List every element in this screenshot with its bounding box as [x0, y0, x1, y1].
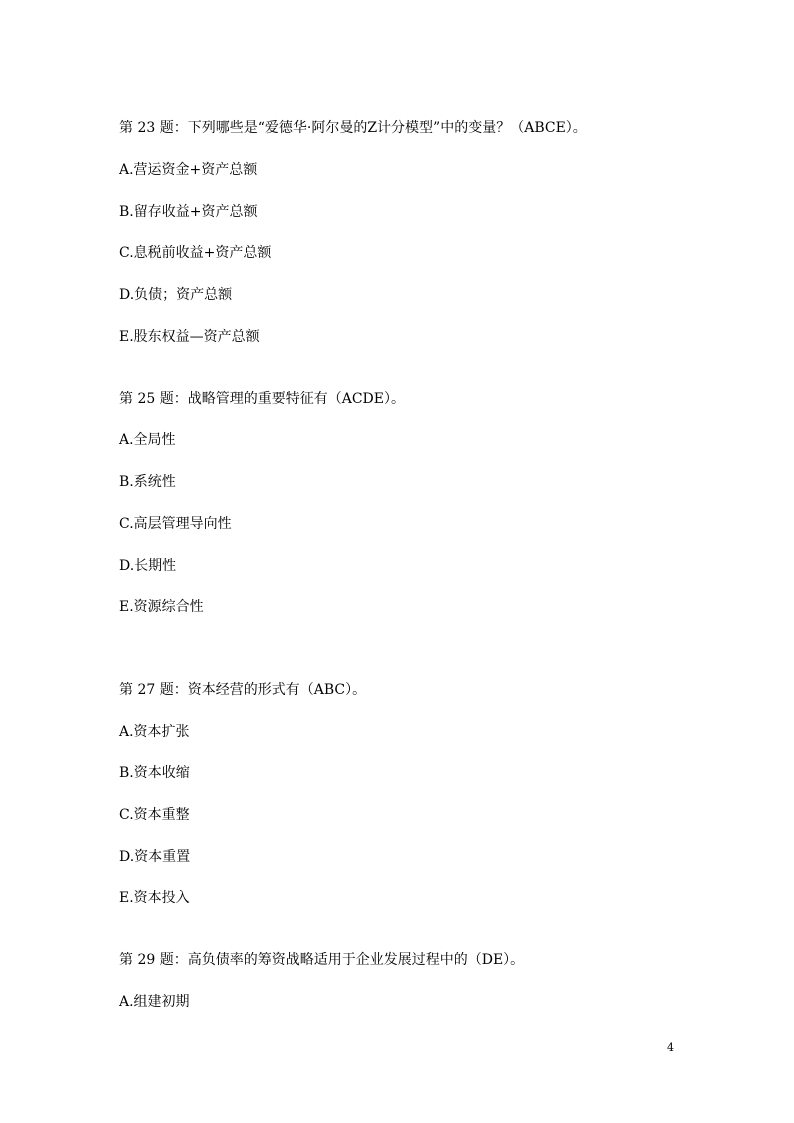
- question-23-option-e: E.股东权益—资产总额: [119, 329, 260, 345]
- question-29-option-a: A.组建初期: [119, 994, 190, 1010]
- question-23-option-b: B.留存收益+资产总额: [119, 204, 258, 220]
- question-25-stem: 第 25 题：战略管理的重要特征有（ACDE）。: [119, 391, 405, 407]
- question-25-option-e: E.资源综合性: [119, 599, 204, 615]
- question-23-option-a: A.营运资金+资产总额: [119, 162, 258, 178]
- question-29-stem: 第 29 题：高负债率的筹资战略适用于企业发展过程中的（DE）。: [119, 952, 525, 968]
- question-27-stem: 第 27 题：资本经营的形式有（ABC）。: [119, 682, 367, 698]
- question-25-option-c: C.高层管理导向性: [119, 516, 232, 532]
- question-27-option-d: D.资本重置: [119, 849, 191, 865]
- question-25-option-d: D.长期性: [119, 558, 177, 574]
- question-23-stem: 第 23 题：下列哪些是“爱德华·阿尔曼的Z计分模型”中的变量？（ABCE）。: [119, 120, 587, 136]
- question-27-option-a: A.资本扩张: [119, 724, 190, 740]
- question-25-option-a: A.全局性: [119, 432, 176, 448]
- question-23-option-c: C.息税前收益+资产总额: [119, 245, 272, 261]
- question-25-option-b: B.系统性: [119, 474, 176, 490]
- question-23-option-d: D.负债；资产总额: [119, 287, 233, 303]
- page-number: 4: [667, 1041, 674, 1054]
- question-27-option-b: B.资本收缩: [119, 765, 190, 781]
- question-27-option-e: E.资本投入: [119, 890, 190, 906]
- question-27-option-c: C.资本重整: [119, 807, 190, 823]
